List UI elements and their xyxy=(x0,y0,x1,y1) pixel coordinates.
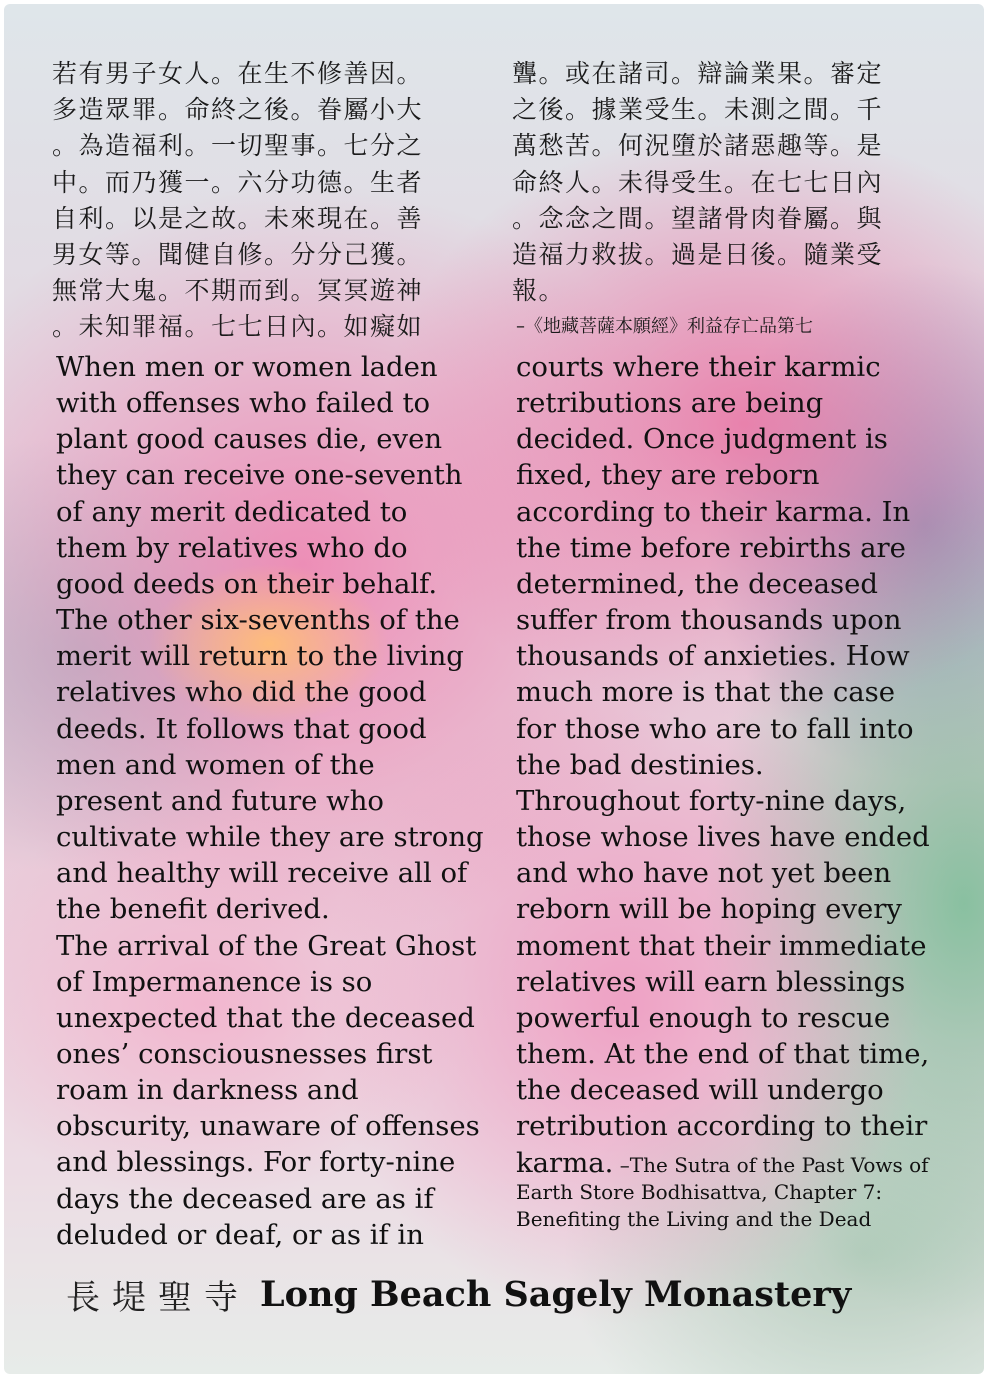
english-last-word: karma. xyxy=(516,1147,614,1179)
english-text-right-column: courts where their karmic retributions are being decided. Once judgment is fixed, they are reborn according to their karma. In the time before rebirths are determined, the deceased suffer from thousands upon thousands of anxieties. How much more is that the case for those who are to fall into the bad destinies. Throughout forty-nine days, those whose lives have ended and who have not yet been reborn will be hoping every moment that their immediate relatives will earn blessings powerful enough to rescue them. At the end of that time, the deceased will undergo retribution according to their xyxy=(516,351,930,1143)
footer xyxy=(66,1270,851,1319)
english-citation: –The Sutra of the Past Vows of Earth Store Bodhisattva, Chapter 7: Benefiting the Living and the Dead xyxy=(516,1153,929,1231)
monastery-name-chinese: 長堤聖寺 xyxy=(66,1278,250,1318)
english-citation-block xyxy=(516,1147,976,1233)
chinese-text-right-column: 聾。或在諸司。辯論業果。審定 之後。據業受生。未測之間。千 萬愁苦。何況墮於諸惡趣等。是 命終人。未得受生。在七七日內 。念念之間。望諸骨肉眷屬。與 造福力救拔。過是日後。隨業受 報。 xyxy=(512,59,884,306)
english-text-left-column: When men or women laden with offenses who failed to plant good causes die, even they can receive one-seventh of any merit dedicated to them by relatives who do good deeds on their behalf. The other six-sevenths of the merit will return to the living relatives who did the good deeds. It follows that good men and women of the present and future who cultivate while they are strong and healthy will receive all of the benefit derived. The arrival of the Great Ghost of Impermanence is so unexpected that the deceased ones’ consciousnesses first roam in darkness and obscurity, unaware of offenses and blessings. For forty-nine days the deceased are as if deluded or deaf, or as if in xyxy=(56,351,484,1251)
monastery-name-english: Long Beach Sagely Monastery xyxy=(260,1274,852,1315)
chinese-citation: –《地藏菩薩本願經》利益存亡品第七 xyxy=(516,316,813,337)
lotus-background xyxy=(4,4,984,1374)
chinese-text-left-column: 若有男子女人。在生不修善因。 多造眾罪。命終之後。眷屬小大 。為造福利。一切聖事。七分之 中。而乃獲一。六分功德。生者 自利。以是之故。未來現在。善 男女等。聞健自修。分分己獲。 無常大鬼。不期而到。冥冥遊神 。未知罪福。七七日內。如癡如 xyxy=(52,59,424,342)
